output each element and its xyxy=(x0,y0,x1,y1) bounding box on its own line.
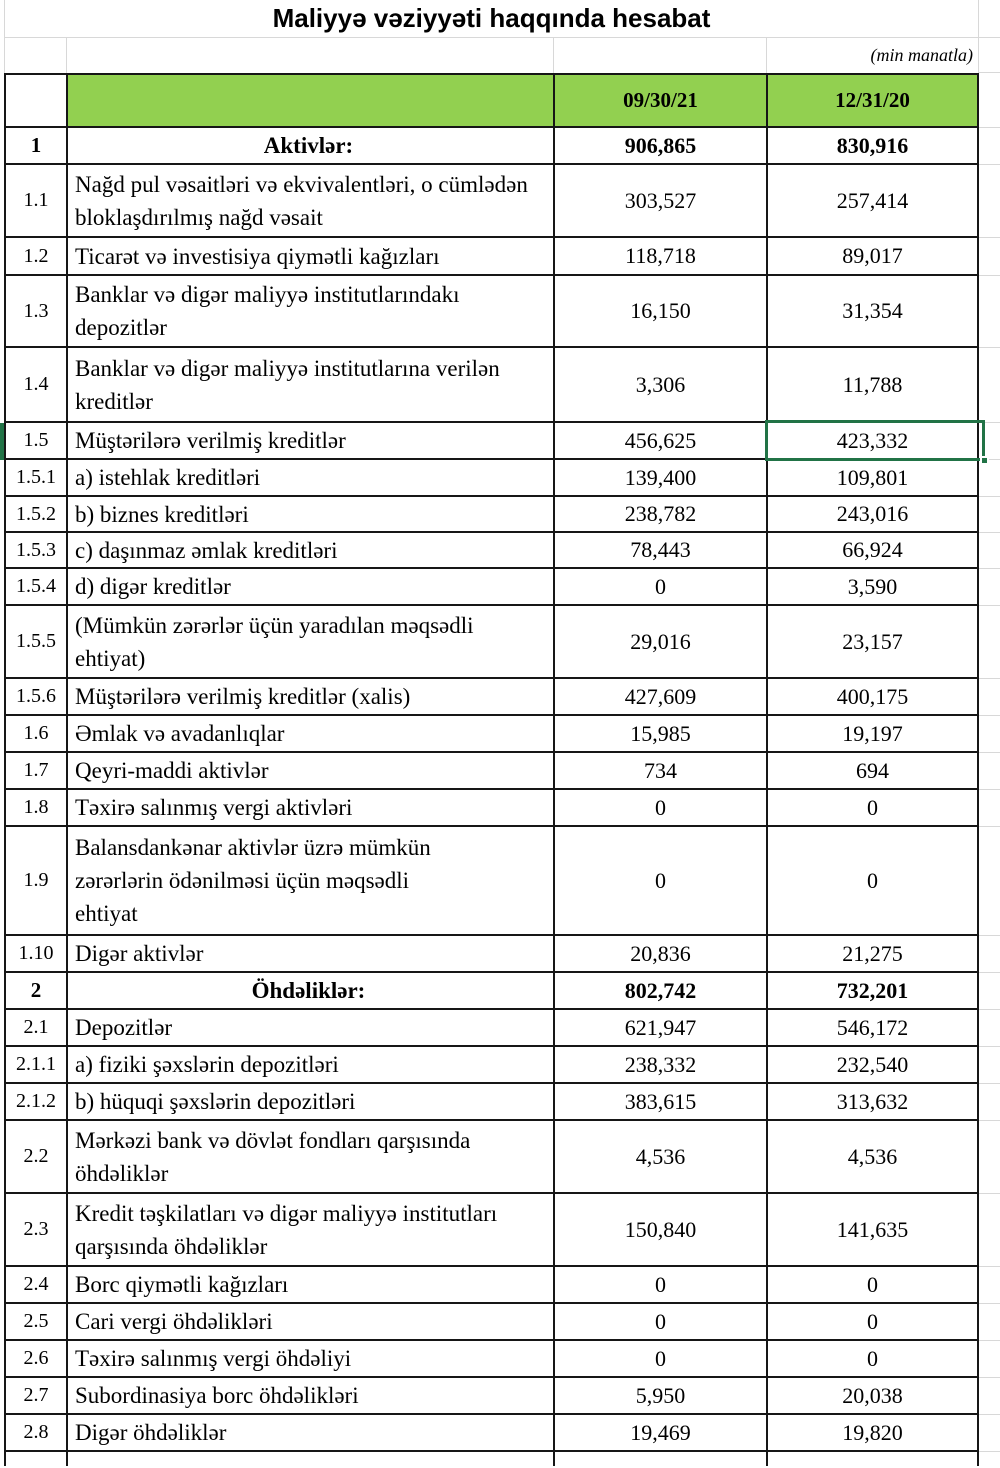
value-cell-0930[interactable]: 383,615 xyxy=(553,1084,766,1121)
value-cell-0930[interactable]: 29,016 xyxy=(553,606,766,679)
table-row-1.7 xyxy=(4,753,1000,790)
row-number-cell[interactable]: 1.5.4 xyxy=(4,569,66,606)
table-row-1.9 xyxy=(4,827,1000,936)
value-cell-1231[interactable]: 732,201 xyxy=(766,973,979,1010)
grid-gutter xyxy=(979,348,1000,423)
grid-gutter xyxy=(979,497,1000,533)
header-date-2-cell[interactable]: 12/31/20 xyxy=(766,73,979,128)
row-number-cell[interactable]: 2.2 xyxy=(4,1121,66,1194)
label-cell[interactable]: Təxirə salınmış vergi öhdəliyi xyxy=(66,1341,553,1378)
label-cell[interactable]: Ticarət və investisiya qiymətli kağızları xyxy=(66,238,553,276)
grid-gutter xyxy=(979,1452,1000,1466)
value-cell-0930[interactable]: 238,332 xyxy=(553,1047,766,1084)
label-cell[interactable]: Digər aktivlər xyxy=(66,936,553,973)
value-cell-0930[interactable]: 427,609 xyxy=(553,679,766,716)
selected-row-accent xyxy=(0,423,4,460)
value-cell-1231[interactable]: 141,635 xyxy=(766,1194,979,1267)
row-number-cell[interactable]: 2.4 xyxy=(4,1267,66,1304)
grid-gutter xyxy=(979,73,1000,128)
value-cell-1231[interactable]: 109,801 xyxy=(766,460,979,497)
empty-cell[interactable] xyxy=(766,1452,979,1466)
label-cell[interactable]: Subordinasiya borc öhdəlikləri xyxy=(66,1378,553,1415)
row-number-cell[interactable]: 2.5 xyxy=(4,1304,66,1341)
grid-gutter xyxy=(979,1415,1000,1452)
value-cell-0930[interactable]: 0 xyxy=(553,827,766,936)
table-row-2.7 xyxy=(4,1378,1000,1415)
value-cell-0930[interactable]: 15,985 xyxy=(553,716,766,753)
label-cell[interactable]: Kredit təşkilatları və digər maliyyə institutları qarşısında öhdəliklər xyxy=(66,1194,553,1267)
value-cell-0930[interactable]: 802,742 xyxy=(553,973,766,1010)
label-cell[interactable]: Depozitlər xyxy=(66,1010,553,1047)
title-row xyxy=(4,0,1000,38)
row-number-cell[interactable]: 1.5.2 xyxy=(4,497,66,533)
value-cell-0930[interactable]: 621,947 xyxy=(553,1010,766,1047)
table-row-1.2 xyxy=(4,238,1000,276)
value-cell-1231[interactable]: 89,017 xyxy=(766,238,979,276)
row-number-cell[interactable]: 1.6 xyxy=(4,716,66,753)
value-cell-0930[interactable]: 150,840 xyxy=(553,1194,766,1267)
row-number-cell[interactable]: 2.7 xyxy=(4,1378,66,1415)
row-number-cell[interactable]: 1.7 xyxy=(4,753,66,790)
table-body xyxy=(4,128,1000,1452)
value-cell-1231[interactable]: 423,332 xyxy=(766,423,979,460)
row-number-cell[interactable]: 2.1 xyxy=(4,1010,66,1047)
empty-cell[interactable] xyxy=(4,73,66,128)
row-number-cell[interactable]: 1.10 xyxy=(4,936,66,973)
label-cell[interactable]: a) istehlak kreditləri xyxy=(66,460,553,497)
value-cell-1231[interactable]: 21,275 xyxy=(766,936,979,973)
value-cell-1231[interactable]: 257,414 xyxy=(766,165,979,238)
value-cell-0930[interactable]: 20,836 xyxy=(553,936,766,973)
row-number-cell[interactable]: 1.1 xyxy=(4,165,66,238)
label-cell[interactable]: Digər öhdəliklər xyxy=(66,1415,553,1452)
label-cell[interactable]: Müştərilərə verilmiş kreditlər xyxy=(66,423,553,460)
table-row-2.5 xyxy=(4,1304,1000,1341)
table-row-1.1 xyxy=(4,165,1000,238)
label-cell[interactable]: Qeyri-maddi aktivlər xyxy=(66,753,553,790)
grid-gutter xyxy=(979,1267,1000,1304)
table-row-1.5.6 xyxy=(4,679,1000,716)
table-row-2.1 xyxy=(4,1010,1000,1047)
label-cell[interactable]: d) digər kreditlər xyxy=(66,569,553,606)
value-cell-1231[interactable]: 232,540 xyxy=(766,1047,979,1084)
grid-gutter xyxy=(979,1084,1000,1121)
table-row-1.5.3 xyxy=(4,533,1000,569)
value-cell-1231[interactable]: 4,536 xyxy=(766,1121,979,1194)
value-cell-0930[interactable]: 0 xyxy=(553,1304,766,1341)
label-cell[interactable]: Banklar və digər maliyyə institutlarına verilən kreditlər xyxy=(66,348,553,423)
value-cell-1231[interactable]: 0 xyxy=(766,1304,979,1341)
table-row-2.2 xyxy=(4,1121,1000,1194)
value-cell-0930[interactable]: 303,527 xyxy=(553,165,766,238)
table-row-1.5.1 xyxy=(4,460,1000,497)
grid-gutter xyxy=(979,1341,1000,1378)
table-row-2.4 xyxy=(4,1267,1000,1304)
label-cell[interactable]: Mərkəzi bank və dövlət fondları qarşısında öhdəliklər xyxy=(66,1121,553,1194)
value-cell-0930[interactable]: 5,950 xyxy=(553,1378,766,1415)
value-cell-1231[interactable]: 23,157 xyxy=(766,606,979,679)
report-title-cell[interactable]: Maliyyə vəziyyəti haqqında hesabat xyxy=(4,0,979,38)
value-cell-0930[interactable]: 78,443 xyxy=(553,533,766,569)
value-cell-0930[interactable]: 19,469 xyxy=(553,1415,766,1452)
row-number-cell[interactable]: 2.8 xyxy=(4,1415,66,1452)
grid-gutter xyxy=(979,533,1000,569)
unit-note-cell[interactable]: (min manatla) xyxy=(766,38,979,73)
value-cell-1231[interactable]: 0 xyxy=(766,1267,979,1304)
table-row-1.5.4 xyxy=(4,569,1000,606)
label-cell[interactable]: Nağd pul vəsaitləri və ekvivalentləri, o cümlədən bloklaşdırılmış nağd vəsait xyxy=(66,165,553,238)
value-cell-0930[interactable]: 0 xyxy=(553,569,766,606)
table-row-1.5 xyxy=(4,423,1000,460)
grid-gutter xyxy=(979,679,1000,716)
selection-border xyxy=(765,420,985,461)
value-cell-1231[interactable]: 830,916 xyxy=(766,128,979,165)
label-cell[interactable]: Balansdankənar aktivlər üzrə mümkün zərərlərin ödənilməsi üçün məqsədli ehtiyat xyxy=(66,827,553,936)
grid-gutter xyxy=(979,1047,1000,1084)
table-row-2.8 xyxy=(4,1415,1000,1452)
grid-gutter xyxy=(979,165,1000,238)
empty-cell[interactable] xyxy=(553,38,766,73)
row-number-cell[interactable]: 2.6 xyxy=(4,1341,66,1378)
row-number-cell[interactable]: 2.1.1 xyxy=(4,1047,66,1084)
row-number-cell[interactable]: 1.5.5 xyxy=(4,606,66,679)
grid-gutter xyxy=(979,606,1000,679)
label-cell[interactable]: Müştərilərə verilmiş kreditlər (xalis) xyxy=(66,679,553,716)
value-cell-1231[interactable]: 243,016 xyxy=(766,497,979,533)
table-row-1.6 xyxy=(4,716,1000,753)
value-cell-1231[interactable]: 546,172 xyxy=(766,1010,979,1047)
grid-gutter xyxy=(979,973,1000,1010)
table-row-2 xyxy=(4,973,1000,1010)
table-row-1.10 xyxy=(4,936,1000,973)
value-cell-1231[interactable]: 20,038 xyxy=(766,1378,979,1415)
unit-note-row xyxy=(4,38,1000,73)
table-row-1.5.5 xyxy=(4,606,1000,679)
row-number-cell[interactable]: 1.5.1 xyxy=(4,460,66,497)
column-header-row xyxy=(4,73,1000,128)
row-number-cell[interactable]: 1.8 xyxy=(4,790,66,827)
row-number-cell[interactable]: 1.4 xyxy=(4,348,66,423)
value-cell-0930[interactable]: 456,625 xyxy=(553,423,766,460)
grid-gutter xyxy=(979,1378,1000,1415)
row-number-cell[interactable]: 1.2 xyxy=(4,238,66,276)
label-cell[interactable]: Təxirə salınmış vergi aktivləri xyxy=(66,790,553,827)
grid-gutter xyxy=(979,1194,1000,1267)
grid-gutter xyxy=(979,460,1000,497)
label-cell[interactable]: Cari vergi öhdəlikləri xyxy=(66,1304,553,1341)
table-row-1 xyxy=(4,128,1000,165)
grid-gutter xyxy=(979,238,1000,276)
value-cell-1231[interactable]: 313,632 xyxy=(766,1084,979,1121)
label-cell[interactable]: Əmlak və avadanlıqlar xyxy=(66,716,553,753)
value-cell-1231[interactable]: 19,197 xyxy=(766,716,979,753)
value-cell-0930[interactable]: 3,306 xyxy=(553,348,766,423)
value-cell-0930[interactable]: 118,718 xyxy=(553,238,766,276)
grid-gutter xyxy=(979,936,1000,973)
table-row-1.5.2 xyxy=(4,497,1000,533)
value-cell-0930[interactable]: 0 xyxy=(553,790,766,827)
label-cell[interactable]: Öhdəliklər: xyxy=(66,973,553,1010)
empty-cell[interactable] xyxy=(66,38,553,73)
empty-cell[interactable] xyxy=(4,1452,66,1466)
grid-gutter xyxy=(979,0,1000,38)
grid-gutter xyxy=(979,716,1000,753)
table-row-1.4 xyxy=(4,348,1000,423)
header-label-cell[interactable] xyxy=(66,73,553,128)
value-cell-1231[interactable]: 0 xyxy=(766,827,979,936)
value-cell-0930[interactable]: 139,400 xyxy=(553,460,766,497)
row-number-cell[interactable]: 1 xyxy=(4,128,66,165)
header-date-1-cell[interactable]: 09/30/21 xyxy=(553,73,766,128)
value-cell-1231[interactable]: 0 xyxy=(766,790,979,827)
value-cell-0930[interactable]: 238,782 xyxy=(553,497,766,533)
table-row-1.8 xyxy=(4,790,1000,827)
row-number-cell[interactable]: 2.1.2 xyxy=(4,1084,66,1121)
label-cell[interactable]: b) biznes kreditləri xyxy=(66,497,553,533)
value-cell-1231[interactable]: 66,924 xyxy=(766,533,979,569)
table-row-1.3 xyxy=(4,276,1000,348)
label-cell[interactable]: a) fiziki şəxslərin depozitləri xyxy=(66,1047,553,1084)
row-number-cell[interactable]: 2.3 xyxy=(4,1194,66,1267)
value-cell-1231[interactable]: 400,175 xyxy=(766,679,979,716)
grid-gutter xyxy=(979,38,1000,73)
grid-gutter xyxy=(979,128,1000,165)
value-cell-0930[interactable]: 16,150 xyxy=(553,276,766,348)
table-row-2.6 xyxy=(4,1341,1000,1378)
value-cell-1231[interactable]: 694 xyxy=(766,753,979,790)
value-cell-1231[interactable]: 3,590 xyxy=(766,569,979,606)
value-cell-0930[interactable]: 906,865 xyxy=(553,128,766,165)
grid-gutter xyxy=(979,827,1000,936)
row-number-cell[interactable]: 1.3 xyxy=(4,276,66,348)
grid-gutter xyxy=(979,276,1000,348)
row-number-cell[interactable]: 1.5 xyxy=(4,423,66,460)
label-cell[interactable]: (Mümkün zərərlər üçün yaradılan məqsədli ehtiyat) xyxy=(66,606,553,679)
row-number-cell[interactable]: 1.5.6 xyxy=(4,679,66,716)
table-row-2.1.2 xyxy=(4,1084,1000,1121)
value-cell-1231[interactable]: 19,820 xyxy=(766,1415,979,1452)
value-cell-1231[interactable]: 0 xyxy=(766,1341,979,1378)
value-cell-0930[interactable]: 0 xyxy=(553,1341,766,1378)
empty-cell[interactable] xyxy=(4,38,66,73)
value-cell-0930[interactable]: 734 xyxy=(553,753,766,790)
empty-cell[interactable] xyxy=(66,1452,553,1466)
grid-gutter xyxy=(979,569,1000,606)
value-cell-0930[interactable]: 0 xyxy=(553,1267,766,1304)
grid-gutter xyxy=(979,1304,1000,1341)
value-cell-0930[interactable]: 4,536 xyxy=(553,1121,766,1194)
empty-row-partial xyxy=(4,1452,1000,1466)
table-row-2.1.1 xyxy=(4,1047,1000,1084)
grid-gutter xyxy=(979,1121,1000,1194)
grid-gutter xyxy=(979,753,1000,790)
row-number-cell[interactable]: 2 xyxy=(4,973,66,1010)
empty-cell[interactable] xyxy=(553,1452,766,1466)
label-cell[interactable]: Banklar və digər maliyyə institutlarındakı depozitlər xyxy=(66,276,553,348)
label-cell[interactable]: b) hüquqi şəxslərin depozitləri xyxy=(66,1084,553,1121)
label-cell[interactable]: c) daşınmaz əmlak kreditləri xyxy=(66,533,553,569)
grid-gutter xyxy=(979,790,1000,827)
table-row-2.3 xyxy=(4,1194,1000,1267)
label-cell[interactable]: Aktivlər: xyxy=(66,128,553,165)
row-number-cell[interactable]: 1.9 xyxy=(4,827,66,936)
label-cell[interactable]: Borc qiymətli kağızları xyxy=(66,1267,553,1304)
row-number-cell[interactable]: 1.5.3 xyxy=(4,533,66,569)
value-cell-1231[interactable]: 31,354 xyxy=(766,276,979,348)
grid-gutter xyxy=(979,1010,1000,1047)
grid-gutter xyxy=(979,423,1000,460)
value-cell-1231[interactable]: 11,788 xyxy=(766,348,979,423)
